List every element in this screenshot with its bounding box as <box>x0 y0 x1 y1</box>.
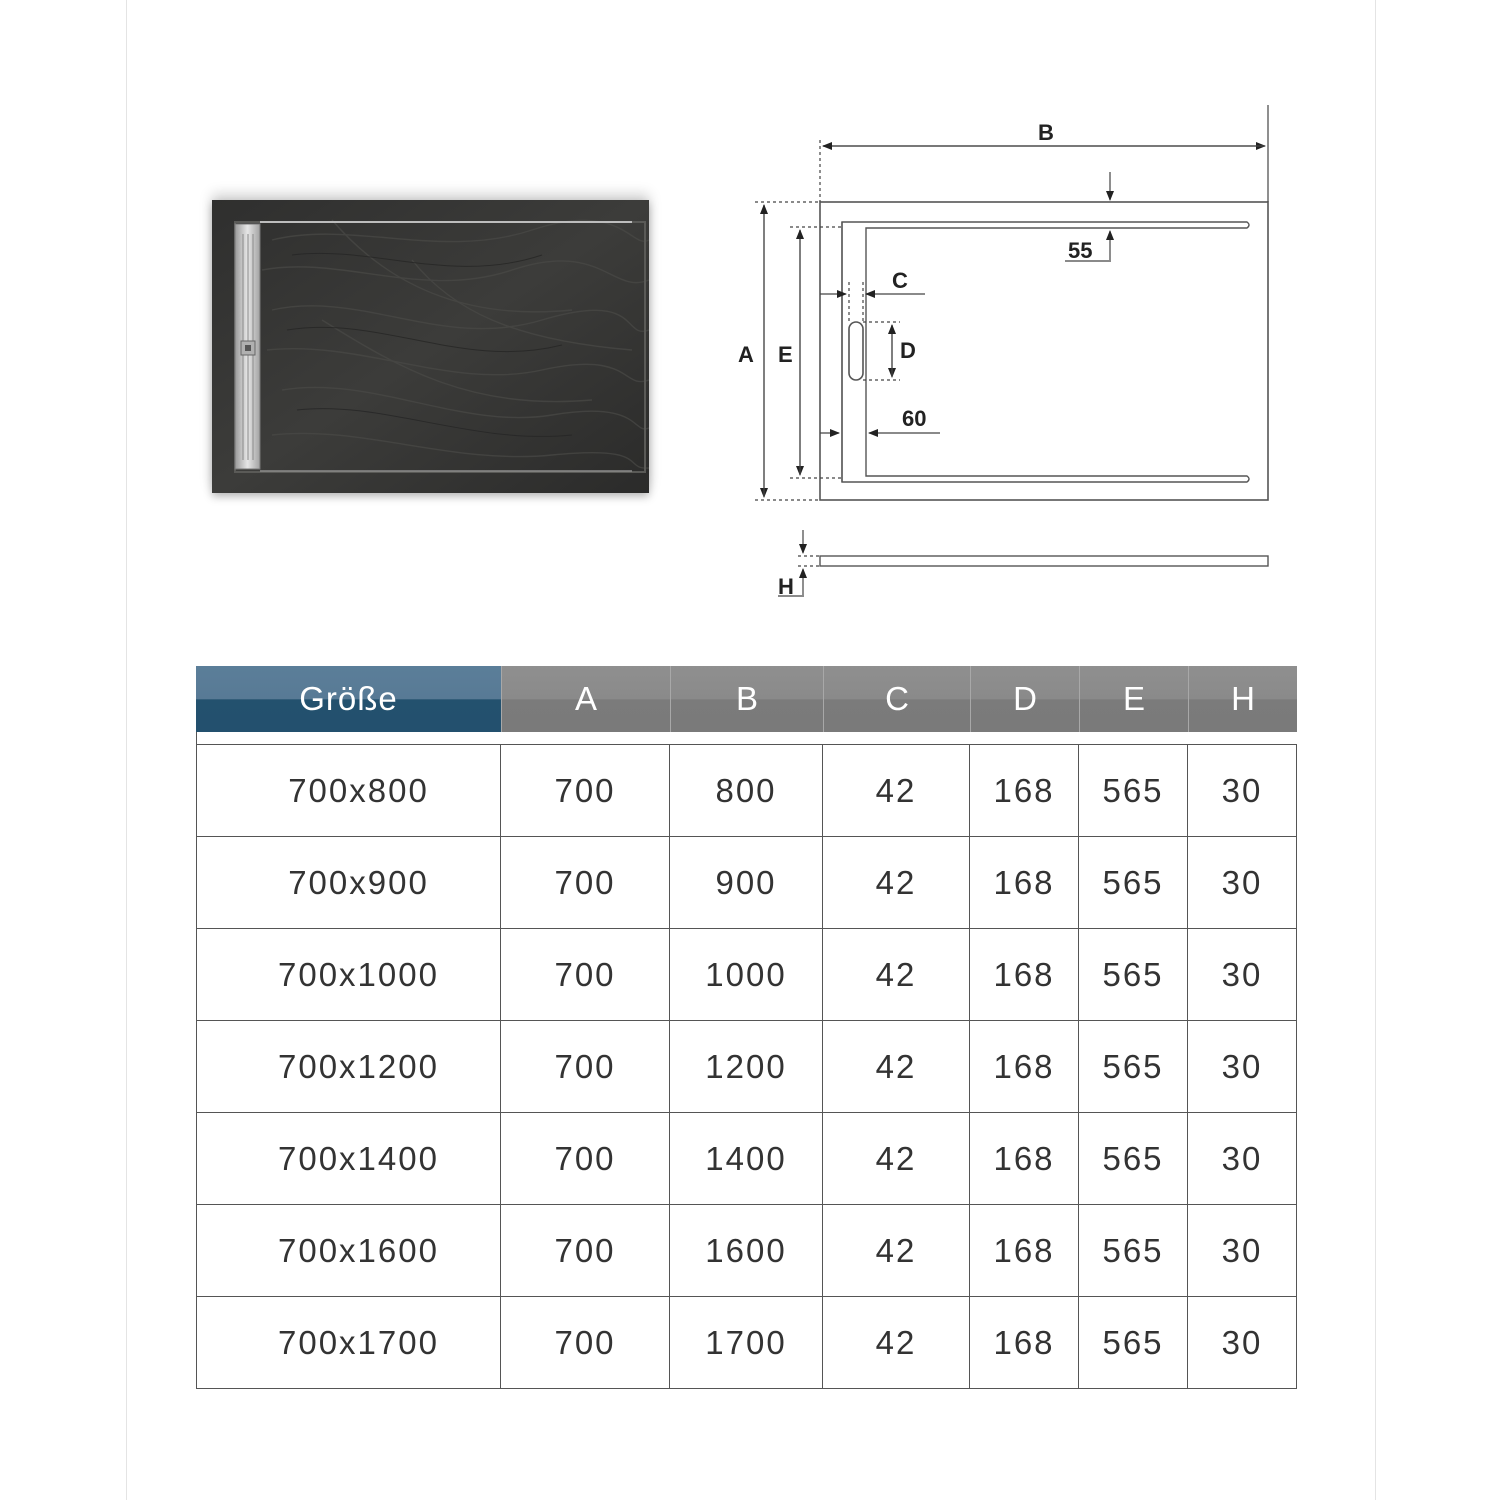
cell-d: 168 <box>970 1021 1079 1113</box>
label-a: A <box>738 342 754 367</box>
cell-e: 565 <box>1079 837 1188 929</box>
cell-d: 168 <box>970 1297 1079 1389</box>
cell-h: 30 <box>1188 1297 1297 1389</box>
cell-e: 565 <box>1079 1205 1188 1297</box>
cell-a: 700 <box>501 1021 670 1113</box>
cell-c: 42 <box>823 1205 970 1297</box>
cell-e: 565 <box>1079 1297 1188 1389</box>
cell-c: 42 <box>823 837 970 929</box>
header-b: B <box>670 666 823 732</box>
table-spacer <box>196 732 1297 744</box>
table-row <box>196 1297 1297 1389</box>
cell-size: 700x1700 <box>196 1297 501 1389</box>
header-h: H <box>1188 666 1297 732</box>
label-rim-side: 60 <box>902 406 927 431</box>
header-c: C <box>823 666 970 732</box>
cell-a: 700 <box>501 1113 670 1205</box>
table-row <box>196 929 1297 1021</box>
cell-c: 42 <box>823 1021 970 1113</box>
cell-b: 800 <box>670 744 823 837</box>
cell-c: 42 <box>823 1297 970 1389</box>
cell-h: 30 <box>1188 1113 1297 1205</box>
cell-size: 700x1000 <box>196 929 501 1021</box>
dimension-drawing-svg <box>720 90 1300 620</box>
table-header-row <box>196 666 1297 732</box>
cell-d: 168 <box>970 837 1079 929</box>
cell-e: 565 <box>1079 929 1188 1021</box>
cell-c: 42 <box>823 744 970 837</box>
cell-b: 1400 <box>670 1113 823 1205</box>
cell-h: 30 <box>1188 1021 1297 1113</box>
cell-a: 700 <box>501 1205 670 1297</box>
label-h: H <box>778 574 794 599</box>
cell-a: 700 <box>501 744 670 837</box>
cell-h: 30 <box>1188 744 1297 837</box>
cell-b: 1000 <box>670 929 823 1021</box>
label-c: C <box>892 268 908 293</box>
cell-e: 565 <box>1079 1113 1188 1205</box>
label-d: D <box>900 338 916 363</box>
cell-d: 168 <box>970 929 1079 1021</box>
cell-d: 168 <box>970 1113 1079 1205</box>
cell-a: 700 <box>501 929 670 1021</box>
cell-a: 700 <box>501 1297 670 1389</box>
cell-c: 42 <box>823 1113 970 1205</box>
table-row <box>196 744 1297 837</box>
cell-e: 565 <box>1079 1021 1188 1113</box>
cell-b: 900 <box>670 837 823 929</box>
size-table <box>196 666 1297 1389</box>
cell-size: 700x1400 <box>196 1113 501 1205</box>
cell-b: 1200 <box>670 1021 823 1113</box>
table-row <box>196 837 1297 929</box>
cell-d: 168 <box>970 1205 1079 1297</box>
table-row <box>196 1205 1297 1297</box>
dimension-drawing <box>720 90 1300 625</box>
cell-h: 30 <box>1188 837 1297 929</box>
cell-e: 565 <box>1079 744 1188 837</box>
header-size: Größe <box>196 666 501 732</box>
cell-b: 1600 <box>670 1205 823 1297</box>
table-row <box>196 1021 1297 1113</box>
label-b: B <box>1038 120 1054 145</box>
cell-size: 700x1200 <box>196 1021 501 1113</box>
cell-size: 700x900 <box>196 837 501 929</box>
shower-tray-photo <box>212 200 649 493</box>
label-rim-top: 55 <box>1068 238 1093 263</box>
header-a: A <box>501 666 670 732</box>
cell-d: 168 <box>970 744 1079 837</box>
table-row <box>196 1113 1297 1205</box>
cell-h: 30 <box>1188 929 1297 1021</box>
label-e: E <box>778 342 793 367</box>
cell-a: 700 <box>501 837 670 929</box>
cell-b: 1700 <box>670 1297 823 1389</box>
shower-tray-image <box>212 200 649 493</box>
header-e: E <box>1079 666 1188 732</box>
cell-size: 700x800 <box>196 744 501 837</box>
cell-size: 700x1600 <box>196 1205 501 1297</box>
header-d: D <box>970 666 1079 732</box>
cell-c: 42 <box>823 929 970 1021</box>
cell-h: 30 <box>1188 1205 1297 1297</box>
